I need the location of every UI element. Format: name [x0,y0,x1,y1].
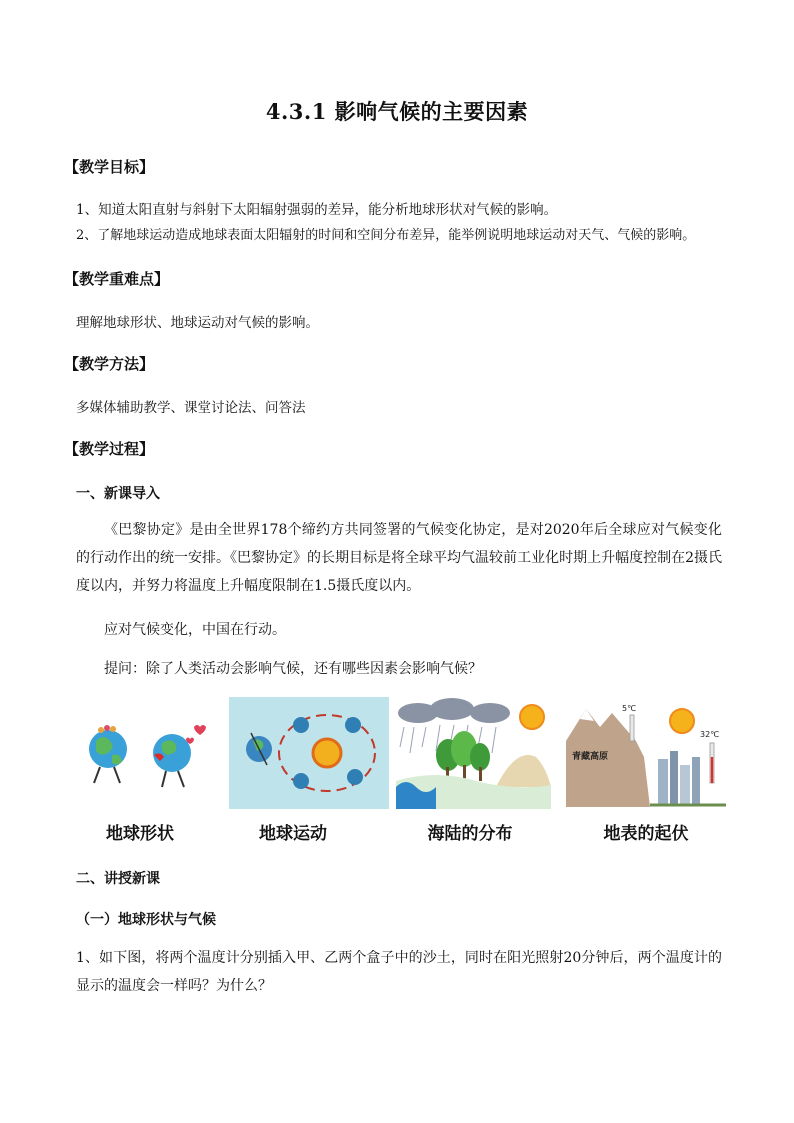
key-points-heading: 【教学重难点】 [64,270,170,288]
page-title: 4.3.1 影响气候的主要因素 [265,99,529,124]
terrain-illustration [566,697,726,809]
caption-earth-shape: 地球形状 [106,824,174,844]
key-points-text: 理解地球形状、地球运动对气候的影响。 [76,315,319,331]
sun-icon [313,739,341,767]
plateau-label: 青藏高原 [572,752,609,762]
earth-shape-subheading: （一）地球形状与气候 [76,912,216,928]
caption-earth-motion: 地球运动 [259,824,327,844]
cloud-icon [398,698,510,723]
temp-high-label: 32℃ [700,730,720,739]
caption-terrain: 地表的起伏 [603,824,689,844]
earth-shape-illustration [76,697,216,809]
earth-motion-illustration [229,697,389,809]
forest-trees [436,731,490,781]
caption-land-sea: 海陆的分布 [427,824,513,844]
process-heading: 【教学过程】 [64,440,155,458]
earth-character-left [89,725,127,783]
question-line: 提问：除了人类活动会影响气候，还有哪些因素会影响气候？ [104,661,482,677]
thermometer-low-icon [630,715,634,741]
land-sea-illustration [396,697,551,809]
intro-heading: 一、新课导入 [76,486,160,502]
city-buildings [658,751,700,805]
objective-item-2: 2、了解地球运动造成地球表面太阳辐射的时间和空间分布差异，能举例说明地球运动对天气、气候的影响。 [76,228,696,243]
paris-agreement-paragraph: 《巴黎协定》是由全世界178个缔约方共同签署的气候变化协定，是对2020年后全球应对气候变化的行动作出的统一安排。《巴黎协定》的长期目标是将全球平均气温较前工业化时期上升幅度控制在2摄氏度以内，并努力将温度上升幅度限制在1.5摄氏度以内。 [76,522,722,594]
objectives-heading: 【教学目标】 [64,158,155,176]
earth-character-right [153,725,206,787]
sun-icon [670,709,694,733]
sun-icon [520,705,544,729]
question-1: 1、如下图，将两个温度计分别插入甲、乙两个盒子中的沙土，同时在阳光照射20分钟后，两个温度计的显示的温度会一样吗？为什么？ [76,950,722,994]
temp-low-label: 5℃ [622,704,637,713]
new-lesson-heading: 二、讲授新课 [76,871,160,887]
methods-heading: 【教学方法】 [64,355,155,373]
objective-item-1: 1、知道太阳直射与斜射下太阳辐射强弱的差异，能分析地球形状对气候的影响。 [76,202,558,218]
methods-text: 多媒体辅助教学、课堂讨论法、问答法 [76,400,306,416]
china-action-line: 应对气候变化，中国在行动。 [104,622,286,638]
climate-factors-figure [76,697,726,809]
